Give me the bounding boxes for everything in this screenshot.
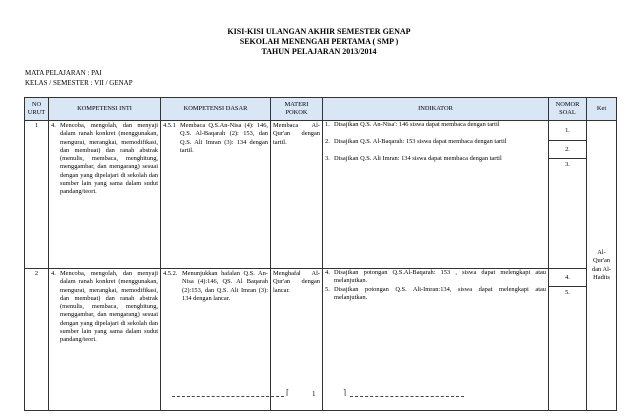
indikator-item: 2. Disajikan Q.S. Al-Baqarah: 153 siswa dapat membaca dengan tartil — [325, 138, 507, 145]
soal-number: 2. — [549, 141, 586, 159]
col-header-ki: KOMPETENSI INTI — [49, 98, 161, 121]
soal-number: 4. — [549, 269, 586, 287]
ki-text: Mencoba, mengolah, dan menyaji dalam ranah konkret (menggunakan, mengurai, merangkai, memodifikasi, dan membuat) dan ranah abstrak (menulis, membaca, menghitung, menggambar, dan mengarang) sesuai dengan yang dipelajari di sekolah dan sumber lain yang sama dalam sudut pandang/teori. — [60, 122, 158, 196]
col-header-no: NO URUT — [25, 98, 49, 121]
row-number: 1 — [25, 121, 49, 269]
table-row — [25, 121, 617, 269]
kompetensi-dasar-cell — [161, 121, 271, 269]
grid-table — [24, 97, 617, 411]
subject-label: MATA PELAJARAN : PAI — [25, 69, 102, 77]
soal-number: 1. — [549, 121, 586, 141]
col-header-indikator: INDIKATOR — [323, 98, 549, 121]
ki-number: 4. — [51, 122, 56, 129]
kd-number: 4.5.1 — [163, 122, 176, 129]
row-number: 2 — [25, 269, 49, 411]
indikator-item: 5. Disajikan potongan Q.S. Ali-Imran:134, siswa dapat melengkapi atau melanjutkan. — [325, 286, 546, 302]
footer-dashed-line-left — [172, 396, 284, 397]
page-number: 1 — [312, 390, 316, 398]
col-header-ket: Ket — [587, 98, 617, 121]
class-semester-label: KELAS / SEMESTER : VII / GENAP — [25, 79, 133, 87]
indikator-item: 4. Disajikan potongan Q.S.Al-Baqarah: 153 , siswa dapat melengkapi atau melanjutkan. — [325, 269, 546, 285]
indikator-item: 3. Disajikan Q.S. Ali Imran: 134 siswa dapat membaca dengan tartil — [325, 155, 502, 162]
table-header-row — [25, 98, 617, 121]
school-level: SEKOLAH MENENGAH PERTAMA ( SMP ) — [239, 37, 399, 46]
kd-text: Menunjukkan hafalan Q.S. An-Nisa (4):146, QS. Al Baqarah (2):153, dan Q.S. Ali Imran (3): 134 dengan lancar. — [182, 270, 268, 302]
materi-pokok-cell: Menghafal Al-Qur'an dengan lancar. — [271, 269, 323, 411]
footer-dashed-line-right — [350, 396, 464, 397]
materi-pokok-cell: Membaca Al-Qur'an dengan tartil. — [271, 121, 323, 269]
col-header-materi: MATERI POKOK — [271, 98, 323, 121]
kd-number: 4.5.2. — [163, 270, 178, 277]
kd-text: Membaca Q.S.An-Nisa (4): 146, Q.S. Al-Baqarah (2): 153, dan Q.S. Ali Imran (3): 134 dengan tartil. — [180, 122, 268, 154]
document-title: KISI-KISI ULANGAN AKHIR SEMESTER GENAP — [227, 27, 411, 36]
indikator-cell — [323, 121, 549, 269]
page-footer — [0, 388, 638, 414]
kompetensi-inti-cell — [49, 121, 161, 269]
soal-number: 5. — [565, 289, 570, 296]
nomor-soal-cell — [549, 121, 587, 269]
keterangan-cell: Al- Qur'an dan Al- Hadits — [587, 121, 617, 411]
col-header-kd: KOMPETENSI DASAR — [161, 98, 271, 121]
indikator-item: 1. Disajikan Q.S. An-Nisa': 146 siswa dapat membaca dengan tartil — [325, 121, 500, 128]
ki-text: Mencoba, mengolah, dan menyaji dalam ranah konkret (menggunakan, mengurai, merangkai, memodifikasi, dan membuat) dan ranah abstrak (menulis, membaca, menghitung, menggambar, dan mengarang) sesuai dengan yang dipelajari di sekolah dan sumber lain yang sama dalam sudut pandang/teori. — [60, 270, 158, 344]
academic-year: TAHUN PELAJARAN 2013/2014 — [261, 47, 377, 56]
col-header-nomor-soal: NOMOR SOAL — [549, 98, 587, 121]
footer-bracket-right: ⌉ — [343, 388, 347, 397]
footer-bracket-left: ⌈ — [286, 388, 290, 397]
ki-number: 4. — [51, 270, 56, 277]
soal-number: 3. — [565, 161, 570, 168]
